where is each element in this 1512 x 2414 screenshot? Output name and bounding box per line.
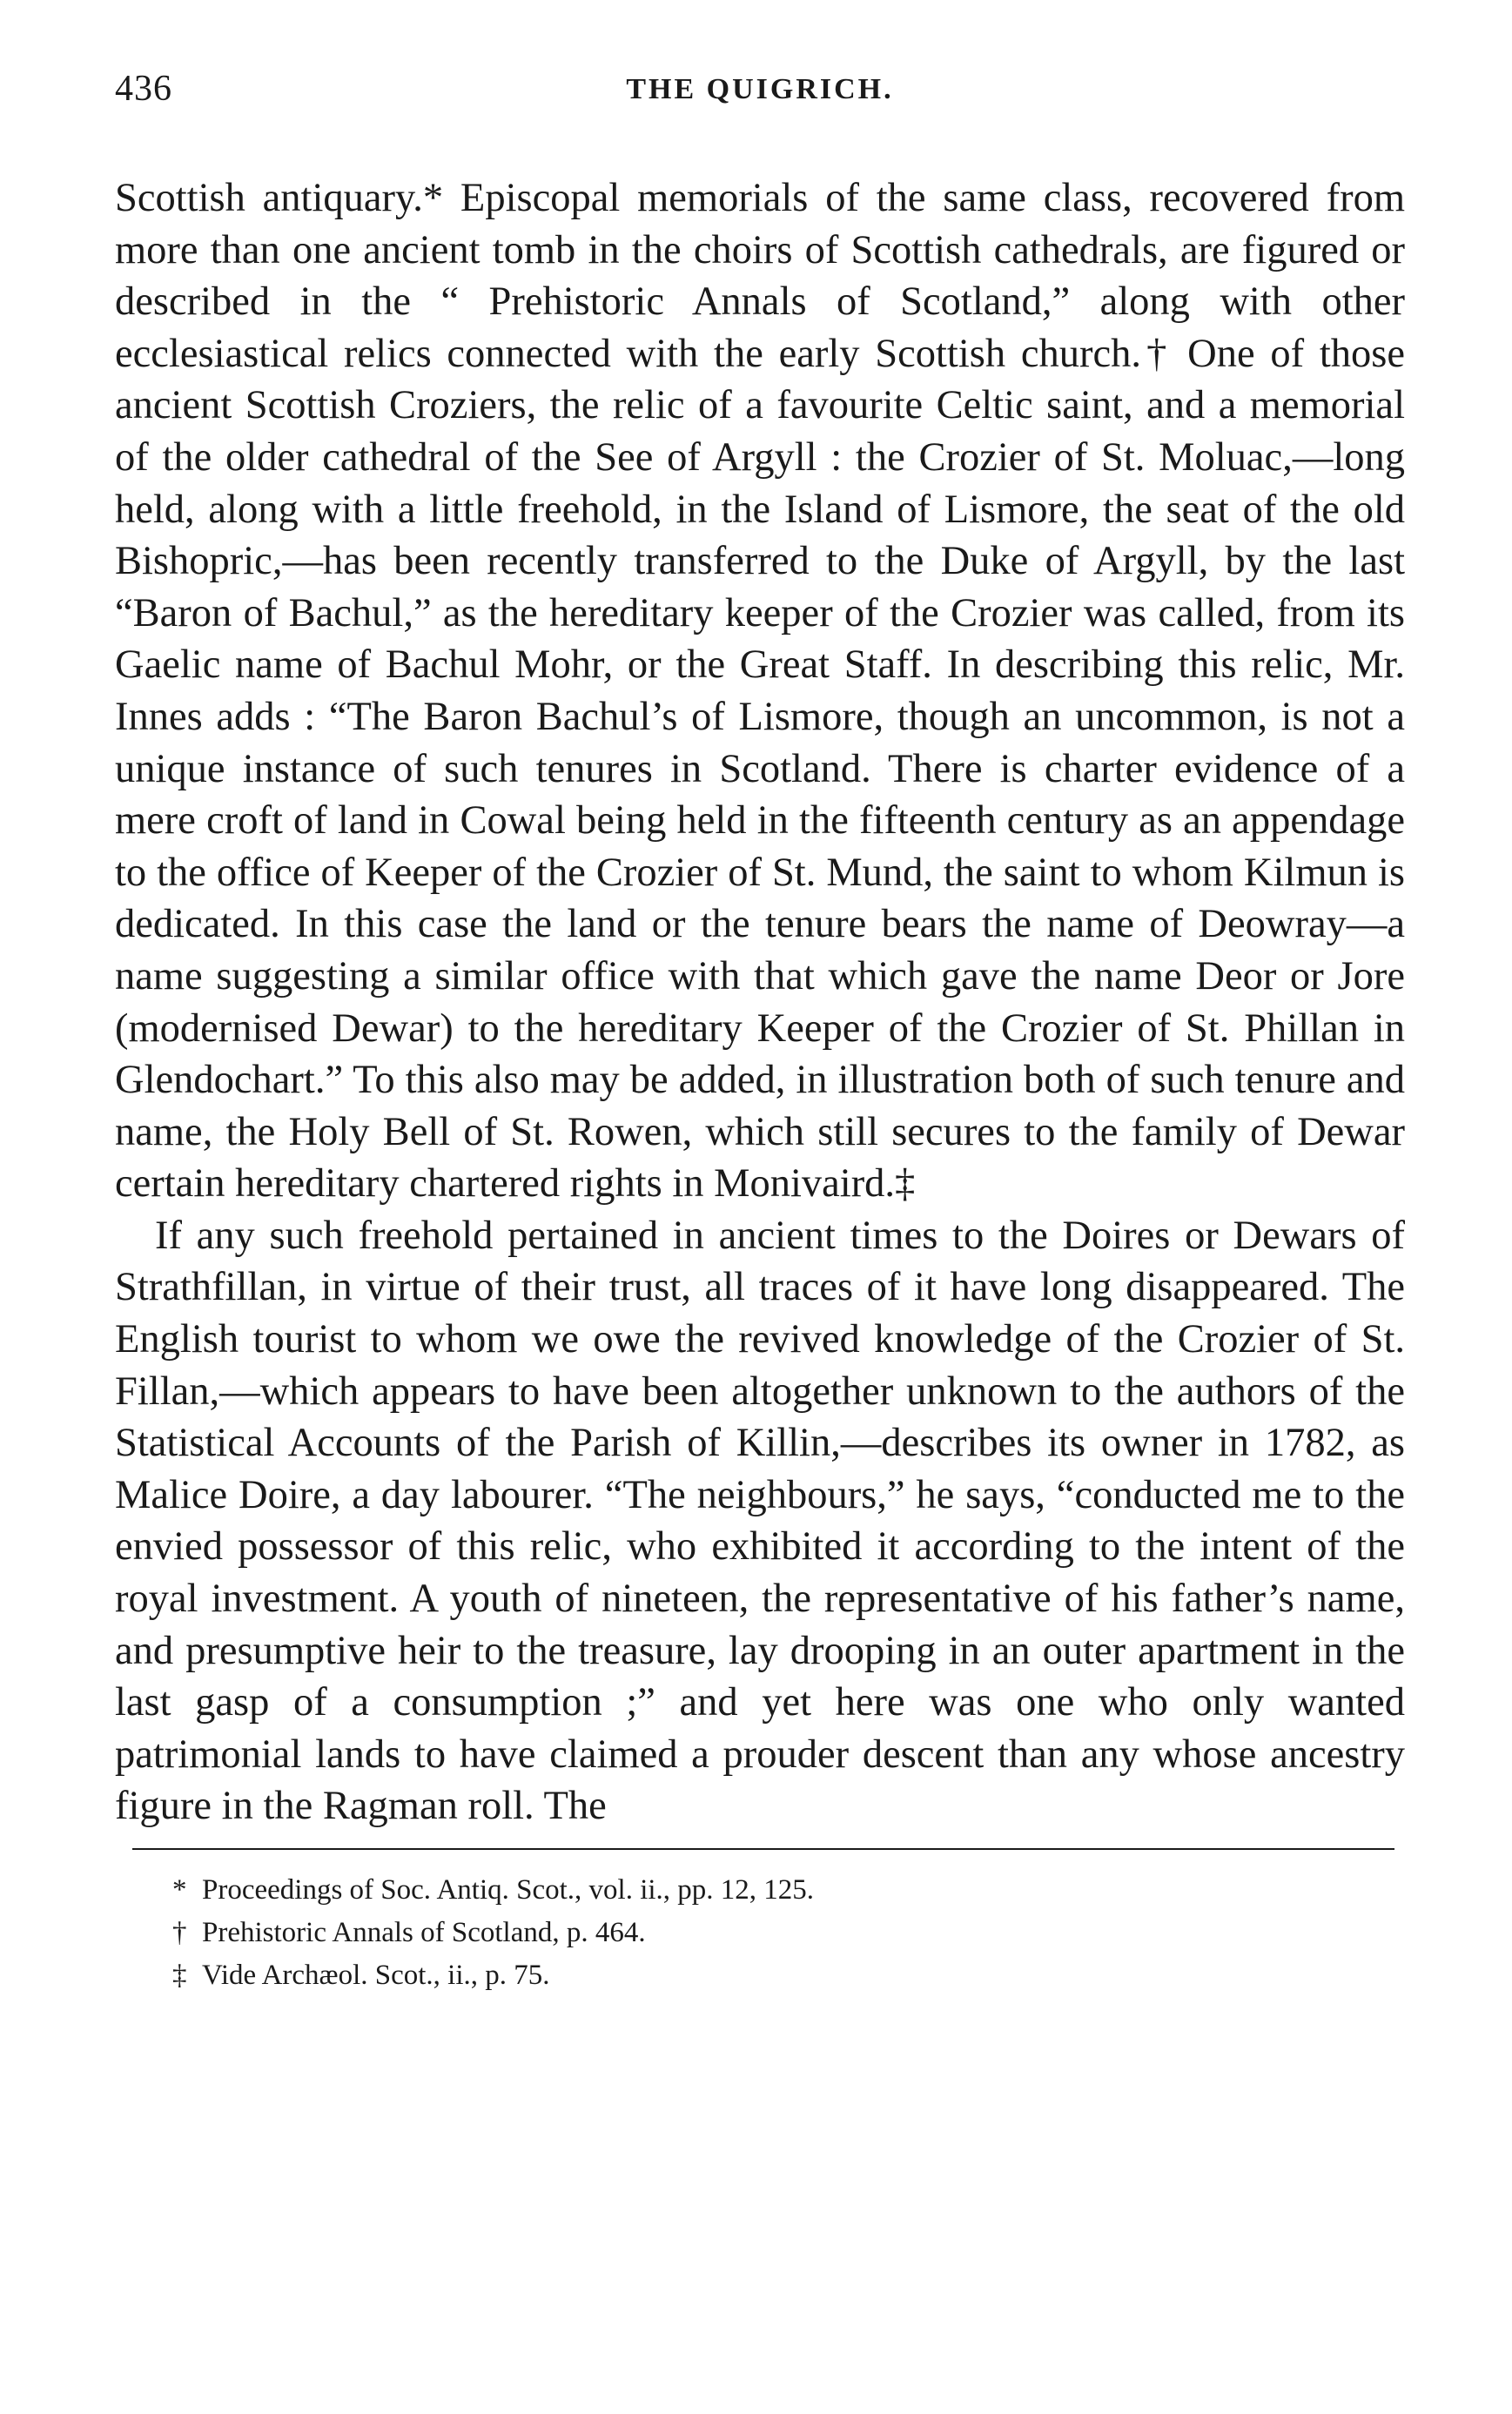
running-title: THE QUIGRICH. bbox=[626, 73, 894, 105]
footnote-mark: ‡ bbox=[172, 1960, 187, 1991]
footnote-text: Prehistoric Annals of Scotland, p. 464. bbox=[202, 1917, 646, 1948]
footnote bbox=[172, 1912, 1405, 1954]
footnote-mark: † bbox=[172, 1917, 187, 1948]
footnote-mark: * bbox=[172, 1874, 187, 1906]
footnote-text: Proceedings of Soc. Antiq. Scot., vol. ii., pp. 12, 125. bbox=[202, 1874, 815, 1906]
paragraph-1: Scottish antiquary.* Episcopal memorials of the same class, recovered from more than one ancient tomb in the choirs of Scottish cathedrals, are figured or described in the “ Prehistoric Annals of Scotland,” along with other ecclesiastical relics connected with the early Scottish church.† One of those ancient Scottish Croziers, the relic of a favourite Celtic saint, and a memorial of the older cathedral of the See of Argyll : the Crozier of St. Moluac,—long held, along with a little freehold, in the Island of Lismore, the seat of the old Bishopric,—has been recently transferred to the Duke of Argyll, by the last “Baron of Bachul,” as the hereditary keeper of the Crozier was called, from its Gaelic name of Bachul Mohr, or the Great Staff. In describing this relic, Mr. Innes adds : “The Baron Bachul’s of Lismore, though an uncommon, is not a unique instance of such tenures in Scotland. There is charter evidence of a mere croft of land in Cowal being held in the fifteenth century as an appendage to the office of Keeper of the Crozier of St. Mund, the saint to whom Kilmun is dedicated. In this case the land or the tenure bears the name of Deowray—a name suggesting a similar office with that which gave the name Deor or Jore (modernised Dewar) to the hereditary Keeper of the Crozier of St. Phillan in Glendochart.” To this also may be added, in illustration both of such tenure and name, the Holy Bell of St. Rowen, which still secures to the family of Dewar certain hereditary chartered rights in Monivaird.‡ bbox=[115, 176, 1405, 1207]
running-head bbox=[115, 68, 1405, 120]
footnote-rule bbox=[132, 1848, 1394, 1850]
footnote bbox=[172, 1954, 1405, 1997]
page-number: 436 bbox=[115, 69, 172, 109]
footnote-text: Vide Archæol. Scot., ii., p. 75. bbox=[202, 1960, 550, 1991]
body-text bbox=[115, 172, 1405, 1832]
footnote bbox=[172, 1869, 1405, 1912]
paragraph-2: If any such freehold pertained in ancient times to the Doires or Dewars of Strathfillan, in virtue of their trust, all traces of it have long disappeared. The English tourist to whom we owe the revived knowledge of the Crozier of St. Fillan,—which appears to have been altogether unknown to the authors of the Statistical Accounts of the Parish of Killin,—describes its owner in 1782, as Malice Doire, a day labourer. “The neighbours,” he says, “conducted me to the envied possessor of this relic, who exhibited it according to the intent of the royal investment. A youth of nineteen, the representative of his father’s name, and presumptive heir to the treasure, lay drooping in an outer apartment in the last gasp of a consumption ;” and yet here was one who only wanted patrimonial lands to have claimed a prouder descent than any whose ancestry figure in the Ragman roll. The bbox=[115, 1213, 1405, 1829]
book-page bbox=[115, 68, 1405, 1997]
footnotes bbox=[115, 1869, 1405, 1997]
